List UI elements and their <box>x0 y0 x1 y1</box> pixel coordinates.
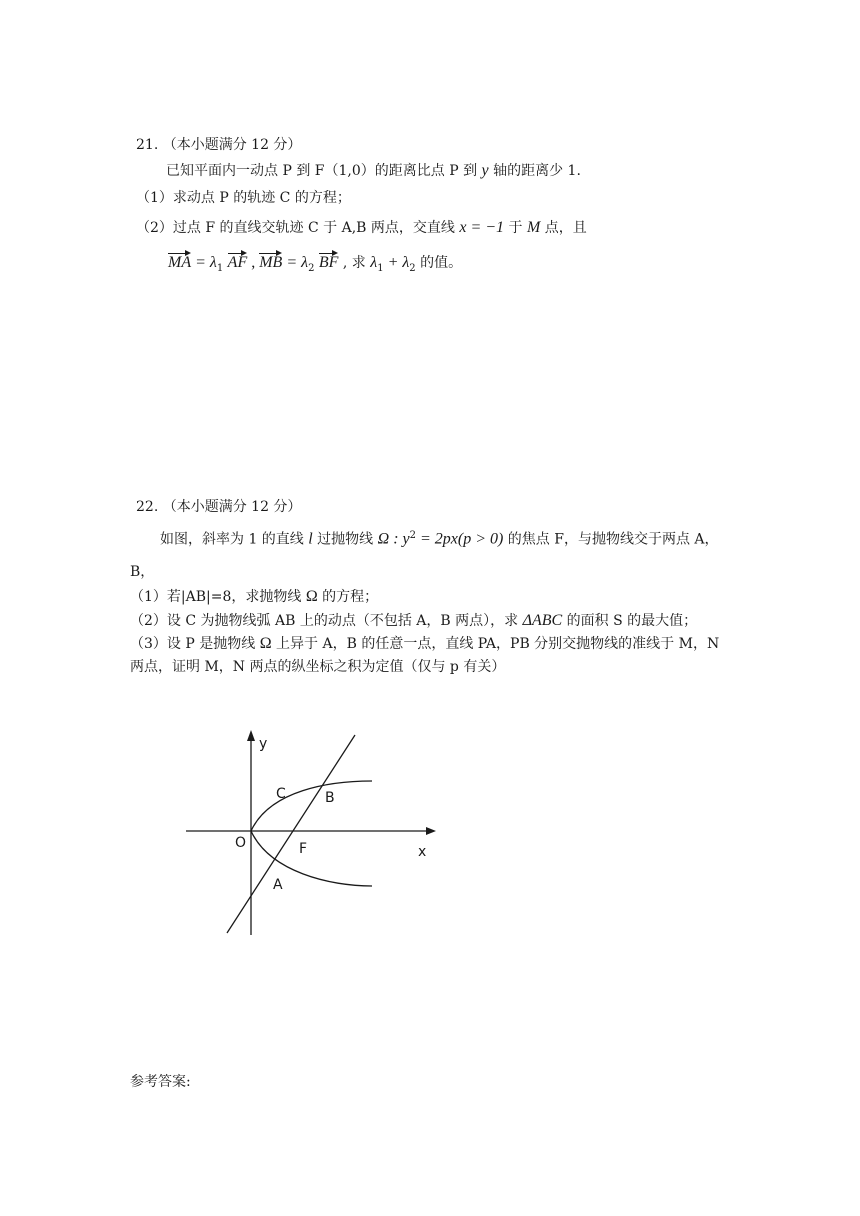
label-f: F <box>299 841 308 857</box>
q22-header: 22. （本小题满分 12 分） <box>136 499 302 515</box>
x-axis-arrow <box>426 827 436 835</box>
q22-intro-wrap: B， <box>130 564 155 580</box>
ask-text-b: 的值。 <box>415 255 463 271</box>
sub1: 1 <box>216 262 224 274</box>
eq1: = λ <box>191 254 217 271</box>
q22-intro-text-a: 如图，斜率为 1 的直线 <box>160 531 309 548</box>
label-c: C <box>276 786 286 802</box>
q22-part3-text-b: 上异于 A，B 的任意一点，直线 PA，PB 分别交抛物线的准线于 M，N <box>271 636 720 652</box>
q21-intro-text-b: 轴的距离少 1. <box>488 163 581 179</box>
q22-intro-text-c: 的焦点 F，与抛物线交于两点 A， <box>503 531 719 548</box>
q22-part1-omega: Ω <box>305 588 318 605</box>
vector-ma: MA <box>168 254 192 271</box>
q21-part2-text-c: 点，且 <box>540 220 587 236</box>
q22-intro-math2: = 2px(p > 0) <box>416 530 504 548</box>
q22-part2-text-b: 的面积 S 的最大值； <box>562 613 698 629</box>
vector-mb: MB <box>259 254 283 271</box>
q22-part2-text-a: （2）设 C 为抛物线弧 AB 上的动点（不包括 A，B 两点），求 <box>130 613 523 629</box>
ask-sub2: 2 <box>409 262 416 274</box>
label-x: x <box>418 844 427 860</box>
q21-part2-math: x = −1 <box>459 219 505 236</box>
q22-intro-math1: Ω : y <box>377 530 410 548</box>
q21-intro-var: y <box>481 162 489 179</box>
q21-part2-var: M <box>526 219 541 236</box>
q22-part2-math: ΔABC <box>522 612 563 629</box>
vector-bf: BF <box>318 254 339 271</box>
label-a: A <box>273 877 283 893</box>
q21-part2-text-a: （2）过点 F 的直线交轨迹 C 于 A,B 两点，交直线 <box>136 220 460 236</box>
ask-plus: + λ <box>383 254 410 271</box>
q22-intro-l: l <box>308 530 313 548</box>
focus-line <box>227 735 355 933</box>
q22-part3-omega: Ω <box>259 635 272 652</box>
ask-text-a: , 求 <box>338 255 371 271</box>
eq2: = λ <box>282 254 309 271</box>
q21-part2-text-b: 于 <box>504 220 527 236</box>
q22-part1-text-a: （1）若|AB|=8，求抛物线 <box>130 589 306 605</box>
ask-sub1: 1 <box>377 262 384 274</box>
parabola-curve <box>251 781 372 886</box>
q22-intro-sup: 2 <box>409 530 416 541</box>
y-axis-arrow <box>247 730 255 741</box>
q21-part1: （1）求动点 P 的轨迹 C 的方程； <box>136 190 351 206</box>
comma1: , <box>247 254 260 271</box>
q22-part3-wrap: 两点，证明 M，N 两点的纵坐标之积为定值（仅与 p 有关） <box>130 659 506 675</box>
label-y: y <box>259 736 268 752</box>
label-o: O <box>235 835 247 851</box>
answer-label: 参考答案: <box>130 1074 191 1090</box>
sub2: 2 <box>308 262 315 274</box>
vector-af: AF <box>227 254 248 271</box>
q22-intro-text-b: 过抛物线 <box>312 531 378 548</box>
q21-intro-text-a: 已知平面内一动点 P 到 F（1,0）的距离比点 P 到 <box>166 163 482 179</box>
q22-part1-text-b: 的方程； <box>317 589 379 605</box>
ask-lambda: λ <box>370 254 378 271</box>
q22-part3-text-a: （3）设 P 是抛物线 <box>130 636 260 652</box>
label-b: B <box>325 790 335 806</box>
q21-header: 21. （本小题满分 12 分） <box>136 137 302 153</box>
